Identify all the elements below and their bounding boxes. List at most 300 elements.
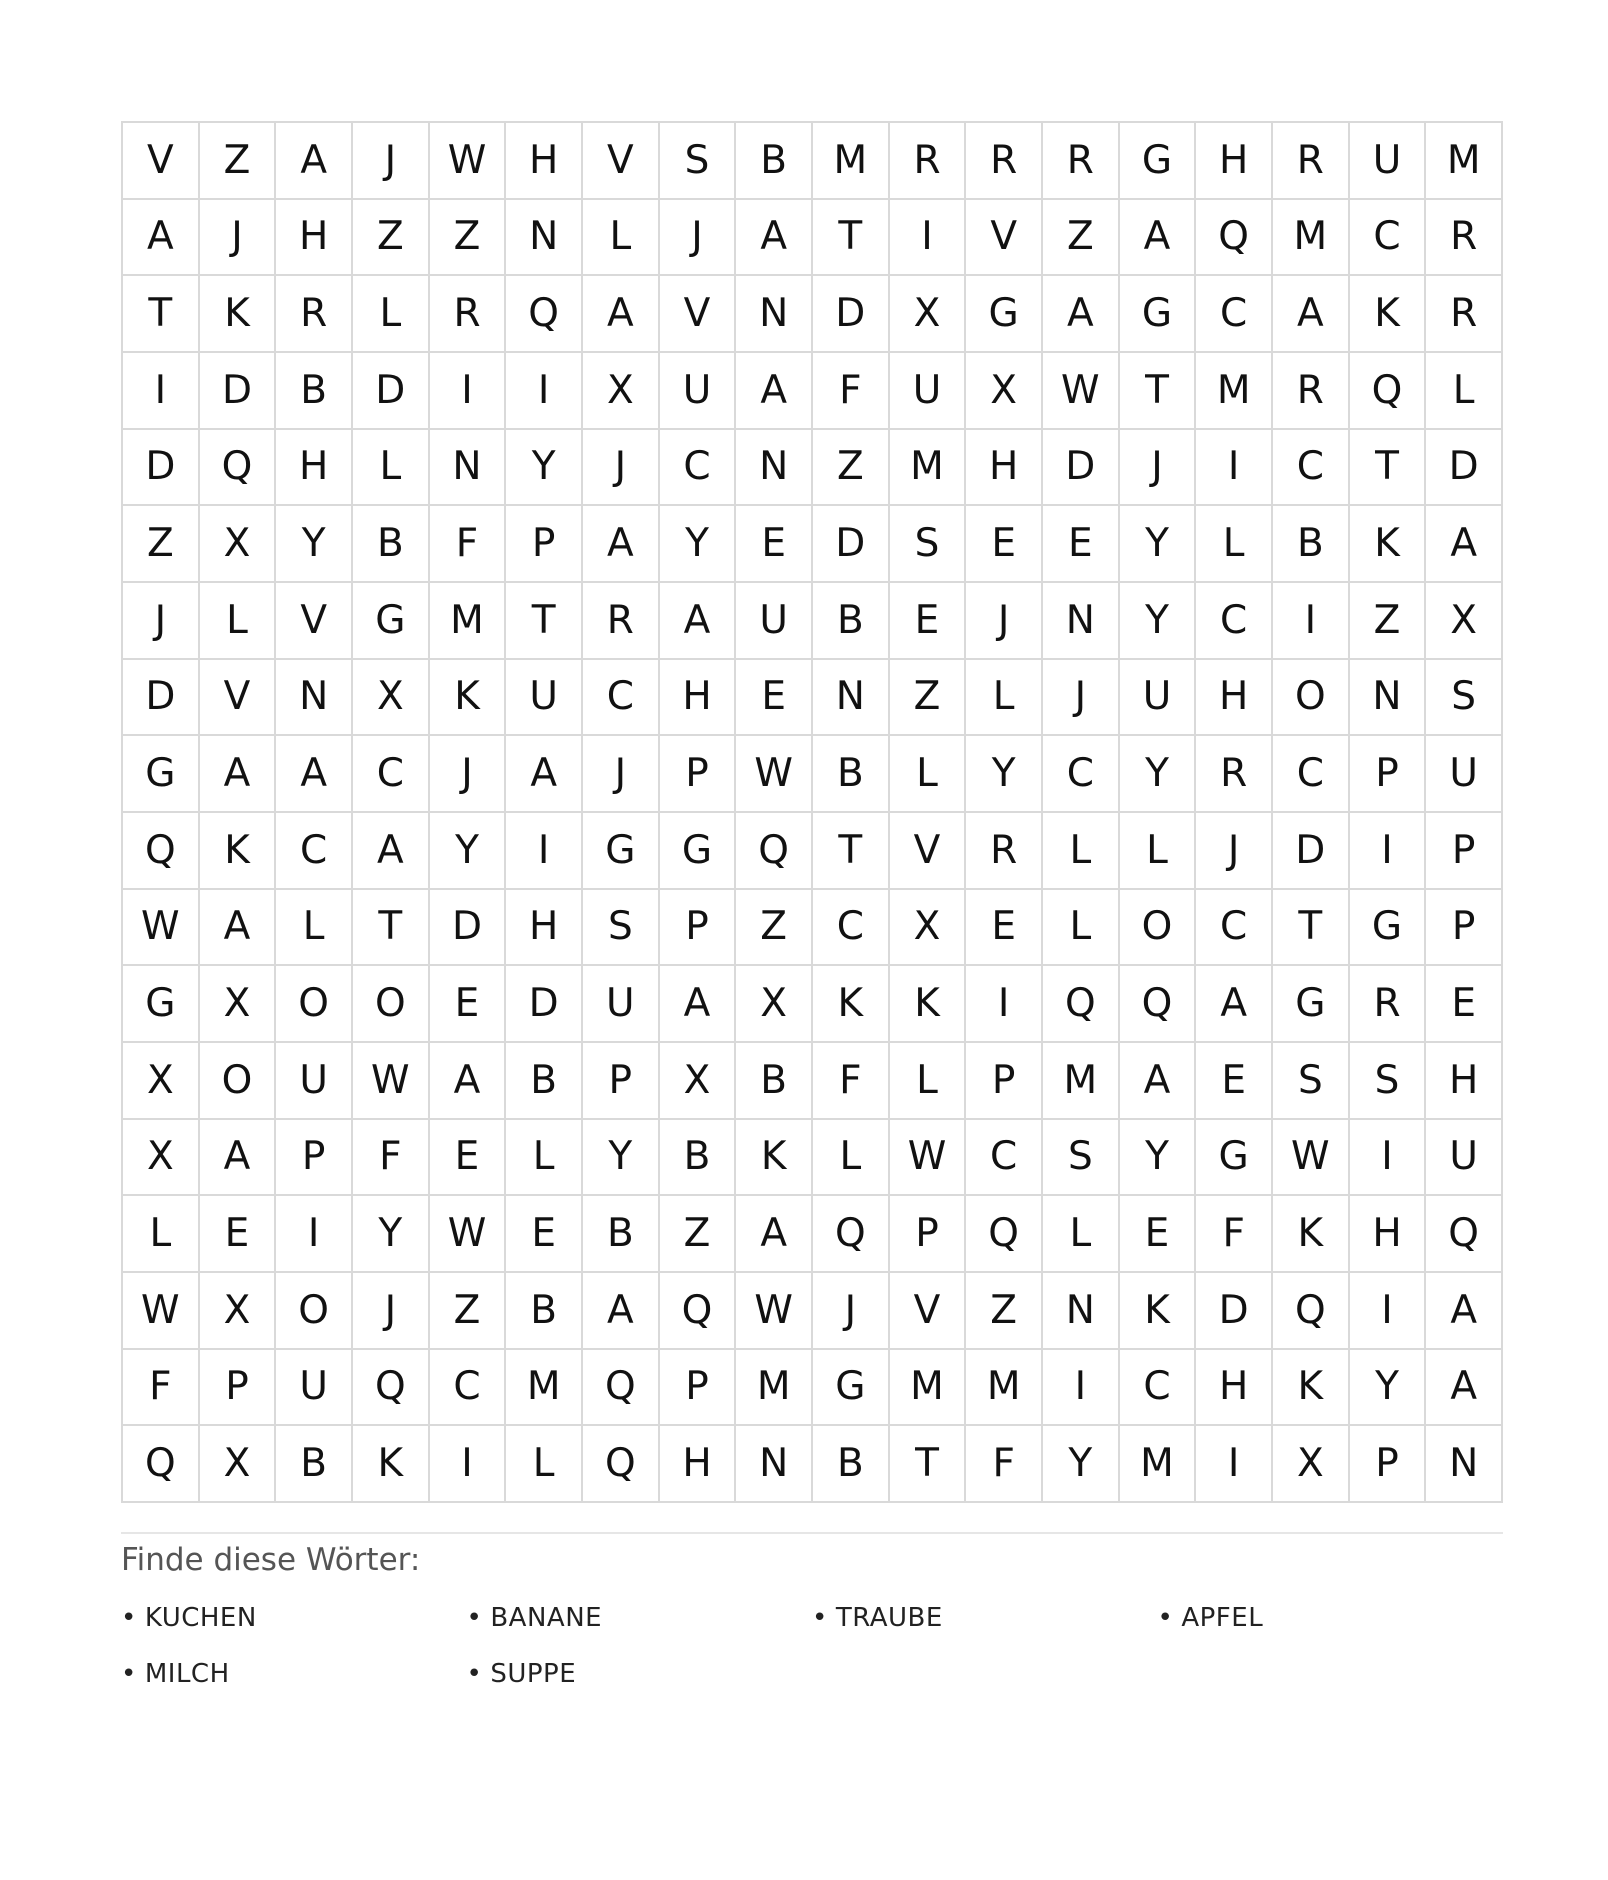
grid-cell[interactable]: Y bbox=[506, 430, 583, 507]
grid-cell[interactable]: E bbox=[966, 506, 1043, 583]
grid-cell[interactable]: A bbox=[430, 1043, 507, 1120]
grid-cell[interactable]: I bbox=[966, 966, 1043, 1043]
grid-cell[interactable]: A bbox=[123, 200, 200, 277]
grid-cell[interactable]: G bbox=[123, 966, 200, 1043]
grid-cell[interactable]: U bbox=[1120, 660, 1197, 737]
grid-cell[interactable]: U bbox=[1426, 1120, 1503, 1197]
grid-cell[interactable]: E bbox=[736, 660, 813, 737]
grid-cell[interactable]: I bbox=[1196, 430, 1273, 507]
grid-cell[interactable]: C bbox=[430, 1350, 507, 1427]
grid-cell[interactable]: M bbox=[1120, 1426, 1197, 1503]
grid-cell[interactable]: A bbox=[736, 1196, 813, 1273]
grid-cell[interactable]: H bbox=[506, 123, 583, 200]
grid-cell[interactable]: P bbox=[1350, 736, 1427, 813]
grid-cell[interactable]: O bbox=[276, 966, 353, 1043]
grid-cell[interactable]: I bbox=[430, 1426, 507, 1503]
grid-cell[interactable]: Q bbox=[123, 1426, 200, 1503]
grid-cell[interactable]: Q bbox=[660, 1273, 737, 1350]
grid-cell[interactable]: M bbox=[1043, 1043, 1120, 1120]
grid-cell[interactable]: Q bbox=[353, 1350, 430, 1427]
grid-cell[interactable]: Q bbox=[1426, 1196, 1503, 1273]
grid-cell[interactable]: E bbox=[890, 583, 967, 660]
grid-cell[interactable]: F bbox=[966, 1426, 1043, 1503]
grid-cell[interactable]: X bbox=[353, 660, 430, 737]
grid-cell[interactable]: T bbox=[1120, 353, 1197, 430]
grid-cell[interactable]: W bbox=[736, 736, 813, 813]
grid-cell[interactable]: N bbox=[1043, 583, 1120, 660]
grid-cell[interactable]: E bbox=[1196, 1043, 1273, 1120]
grid-cell[interactable]: R bbox=[276, 276, 353, 353]
grid-cell[interactable]: H bbox=[506, 890, 583, 967]
grid-cell[interactable]: G bbox=[1120, 276, 1197, 353]
grid-cell[interactable]: L bbox=[1196, 506, 1273, 583]
grid-cell[interactable]: J bbox=[660, 200, 737, 277]
grid-cell[interactable]: G bbox=[660, 813, 737, 890]
grid-cell[interactable]: Y bbox=[1043, 1426, 1120, 1503]
grid-cell[interactable]: I bbox=[506, 353, 583, 430]
grid-cell[interactable]: N bbox=[1350, 660, 1427, 737]
grid-cell[interactable]: K bbox=[200, 813, 277, 890]
grid-cell[interactable]: N bbox=[276, 660, 353, 737]
grid-cell[interactable]: A bbox=[583, 1273, 660, 1350]
grid-cell[interactable]: D bbox=[1196, 1273, 1273, 1350]
grid-cell[interactable]: L bbox=[813, 1120, 890, 1197]
grid-cell[interactable]: S bbox=[1043, 1120, 1120, 1197]
grid-cell[interactable]: C bbox=[1350, 200, 1427, 277]
grid-cell[interactable]: R bbox=[966, 813, 1043, 890]
grid-cell[interactable]: T bbox=[1350, 430, 1427, 507]
grid-cell[interactable]: X bbox=[200, 966, 277, 1043]
grid-cell[interactable]: U bbox=[890, 353, 967, 430]
grid-cell[interactable]: N bbox=[430, 430, 507, 507]
grid-cell[interactable]: L bbox=[890, 1043, 967, 1120]
grid-cell[interactable]: L bbox=[506, 1426, 583, 1503]
grid-cell[interactable]: C bbox=[1273, 736, 1350, 813]
grid-cell[interactable]: D bbox=[353, 353, 430, 430]
grid-cell[interactable]: T bbox=[813, 813, 890, 890]
grid-cell[interactable]: J bbox=[583, 430, 660, 507]
grid-cell[interactable]: Z bbox=[890, 660, 967, 737]
grid-cell[interactable]: M bbox=[506, 1350, 583, 1427]
grid-cell[interactable]: Q bbox=[1043, 966, 1120, 1043]
grid-cell[interactable]: X bbox=[200, 506, 277, 583]
grid-cell[interactable]: R bbox=[1273, 353, 1350, 430]
grid-cell[interactable]: S bbox=[660, 123, 737, 200]
grid-cell[interactable]: B bbox=[276, 1426, 353, 1503]
grid-cell[interactable]: J bbox=[123, 583, 200, 660]
grid-cell[interactable]: W bbox=[1043, 353, 1120, 430]
grid-cell[interactable]: Q bbox=[736, 813, 813, 890]
grid-cell[interactable]: D bbox=[123, 430, 200, 507]
grid-cell[interactable]: H bbox=[1426, 1043, 1503, 1120]
grid-cell[interactable]: Z bbox=[353, 200, 430, 277]
grid-cell[interactable]: A bbox=[276, 736, 353, 813]
grid-cell[interactable]: K bbox=[1120, 1273, 1197, 1350]
grid-cell[interactable]: O bbox=[200, 1043, 277, 1120]
grid-cell[interactable]: N bbox=[506, 200, 583, 277]
grid-cell[interactable]: S bbox=[1426, 660, 1503, 737]
grid-cell[interactable]: G bbox=[1273, 966, 1350, 1043]
grid-cell[interactable]: P bbox=[1426, 813, 1503, 890]
grid-cell[interactable]: B bbox=[506, 1043, 583, 1120]
grid-cell[interactable]: L bbox=[200, 583, 277, 660]
grid-cell[interactable]: Y bbox=[353, 1196, 430, 1273]
grid-cell[interactable]: D bbox=[430, 890, 507, 967]
grid-cell[interactable]: A bbox=[660, 583, 737, 660]
grid-cell[interactable]: L bbox=[966, 660, 1043, 737]
grid-cell[interactable]: C bbox=[1120, 1350, 1197, 1427]
grid-cell[interactable]: G bbox=[966, 276, 1043, 353]
grid-cell[interactable]: R bbox=[1426, 276, 1503, 353]
grid-cell[interactable]: P bbox=[660, 890, 737, 967]
grid-cell[interactable]: S bbox=[583, 890, 660, 967]
grid-cell[interactable]: T bbox=[123, 276, 200, 353]
grid-cell[interactable]: N bbox=[1043, 1273, 1120, 1350]
grid-cell[interactable]: C bbox=[1196, 276, 1273, 353]
grid-cell[interactable]: Q bbox=[1196, 200, 1273, 277]
grid-cell[interactable]: I bbox=[123, 353, 200, 430]
grid-cell[interactable]: I bbox=[1043, 1350, 1120, 1427]
grid-cell[interactable]: Q bbox=[966, 1196, 1043, 1273]
grid-cell[interactable]: I bbox=[1350, 1120, 1427, 1197]
grid-cell[interactable]: P bbox=[506, 506, 583, 583]
grid-cell[interactable]: Y bbox=[660, 506, 737, 583]
grid-cell[interactable]: D bbox=[1043, 430, 1120, 507]
grid-cell[interactable]: B bbox=[583, 1196, 660, 1273]
grid-cell[interactable]: U bbox=[1426, 736, 1503, 813]
grid-cell[interactable]: T bbox=[506, 583, 583, 660]
grid-cell[interactable]: T bbox=[890, 1426, 967, 1503]
grid-cell[interactable]: Q bbox=[123, 813, 200, 890]
grid-cell[interactable]: F bbox=[430, 506, 507, 583]
grid-cell[interactable]: L bbox=[1426, 353, 1503, 430]
grid-cell[interactable]: Z bbox=[123, 506, 200, 583]
grid-cell[interactable]: G bbox=[583, 813, 660, 890]
grid-cell[interactable]: A bbox=[660, 966, 737, 1043]
grid-cell[interactable]: C bbox=[276, 813, 353, 890]
grid-cell[interactable]: A bbox=[583, 276, 660, 353]
grid-cell[interactable]: J bbox=[813, 1273, 890, 1350]
grid-cell[interactable]: H bbox=[966, 430, 1043, 507]
grid-cell[interactable]: Q bbox=[1273, 1273, 1350, 1350]
grid-cell[interactable]: U bbox=[276, 1350, 353, 1427]
grid-cell[interactable]: Y bbox=[1120, 736, 1197, 813]
grid-cell[interactable]: A bbox=[1196, 966, 1273, 1043]
grid-cell[interactable]: G bbox=[1196, 1120, 1273, 1197]
grid-cell[interactable]: M bbox=[890, 1350, 967, 1427]
grid-cell[interactable]: L bbox=[1043, 1196, 1120, 1273]
grid-cell[interactable]: X bbox=[583, 353, 660, 430]
grid-cell[interactable]: M bbox=[813, 123, 890, 200]
grid-cell[interactable]: B bbox=[660, 1120, 737, 1197]
grid-cell[interactable]: R bbox=[1426, 200, 1503, 277]
grid-cell[interactable]: I bbox=[506, 813, 583, 890]
grid-cell[interactable]: E bbox=[430, 966, 507, 1043]
grid-cell[interactable]: B bbox=[736, 123, 813, 200]
grid-cell[interactable]: G bbox=[1120, 123, 1197, 200]
grid-cell[interactable]: E bbox=[200, 1196, 277, 1273]
grid-cell[interactable]: Y bbox=[1350, 1350, 1427, 1427]
grid-cell[interactable]: P bbox=[660, 736, 737, 813]
grid-cell[interactable]: K bbox=[200, 276, 277, 353]
grid-cell[interactable]: B bbox=[1273, 506, 1350, 583]
grid-cell[interactable]: L bbox=[353, 276, 430, 353]
grid-cell[interactable]: N bbox=[1426, 1426, 1503, 1503]
grid-cell[interactable]: W bbox=[430, 123, 507, 200]
grid-cell[interactable]: O bbox=[276, 1273, 353, 1350]
grid-cell[interactable]: L bbox=[583, 200, 660, 277]
grid-cell[interactable]: F bbox=[813, 1043, 890, 1120]
grid-cell[interactable]: L bbox=[1043, 813, 1120, 890]
grid-cell[interactable]: P bbox=[1350, 1426, 1427, 1503]
grid-cell[interactable]: Z bbox=[736, 890, 813, 967]
grid-cell[interactable]: F bbox=[353, 1120, 430, 1197]
grid-cell[interactable]: H bbox=[1350, 1196, 1427, 1273]
grid-cell[interactable]: Z bbox=[430, 200, 507, 277]
grid-cell[interactable]: K bbox=[813, 966, 890, 1043]
grid-cell[interactable]: C bbox=[660, 430, 737, 507]
grid-cell[interactable]: J bbox=[1120, 430, 1197, 507]
grid-cell[interactable]: A bbox=[1426, 1273, 1503, 1350]
grid-cell[interactable]: I bbox=[1350, 1273, 1427, 1350]
grid-cell[interactable]: B bbox=[276, 353, 353, 430]
grid-cell[interactable]: K bbox=[890, 966, 967, 1043]
grid-cell[interactable]: N bbox=[813, 660, 890, 737]
grid-cell[interactable]: L bbox=[276, 890, 353, 967]
grid-cell[interactable]: R bbox=[966, 123, 1043, 200]
grid-cell[interactable]: Q bbox=[583, 1426, 660, 1503]
grid-cell[interactable]: Y bbox=[1120, 1120, 1197, 1197]
grid-cell[interactable]: K bbox=[353, 1426, 430, 1503]
grid-cell[interactable]: Q bbox=[200, 430, 277, 507]
grid-cell[interactable]: P bbox=[1426, 890, 1503, 967]
grid-cell[interactable]: V bbox=[583, 123, 660, 200]
grid-cell[interactable]: B bbox=[813, 1426, 890, 1503]
grid-cell[interactable]: V bbox=[276, 583, 353, 660]
grid-cell[interactable]: E bbox=[1043, 506, 1120, 583]
grid-cell[interactable]: U bbox=[583, 966, 660, 1043]
grid-cell[interactable]: Q bbox=[813, 1196, 890, 1273]
grid-cell[interactable]: C bbox=[583, 660, 660, 737]
grid-cell[interactable]: D bbox=[506, 966, 583, 1043]
grid-cell[interactable]: K bbox=[1273, 1350, 1350, 1427]
grid-cell[interactable]: Y bbox=[430, 813, 507, 890]
grid-cell[interactable]: J bbox=[200, 200, 277, 277]
grid-cell[interactable]: N bbox=[736, 276, 813, 353]
grid-cell[interactable]: G bbox=[353, 583, 430, 660]
grid-cell[interactable]: X bbox=[123, 1043, 200, 1120]
grid-cell[interactable]: A bbox=[276, 123, 353, 200]
grid-cell[interactable]: S bbox=[1273, 1043, 1350, 1120]
grid-cell[interactable]: H bbox=[276, 200, 353, 277]
grid-cell[interactable]: V bbox=[890, 1273, 967, 1350]
grid-cell[interactable]: K bbox=[1273, 1196, 1350, 1273]
grid-cell[interactable]: X bbox=[1426, 583, 1503, 660]
grid-cell[interactable]: P bbox=[276, 1120, 353, 1197]
grid-cell[interactable]: A bbox=[736, 200, 813, 277]
grid-cell[interactable]: K bbox=[430, 660, 507, 737]
grid-cell[interactable]: F bbox=[813, 353, 890, 430]
grid-cell[interactable]: E bbox=[506, 1196, 583, 1273]
grid-cell[interactable]: Y bbox=[1120, 506, 1197, 583]
grid-cell[interactable]: A bbox=[583, 506, 660, 583]
grid-cell[interactable]: Z bbox=[430, 1273, 507, 1350]
grid-cell[interactable]: L bbox=[353, 430, 430, 507]
grid-cell[interactable]: X bbox=[123, 1120, 200, 1197]
grid-cell[interactable]: P bbox=[890, 1196, 967, 1273]
grid-cell[interactable]: Z bbox=[813, 430, 890, 507]
grid-cell[interactable]: C bbox=[1273, 430, 1350, 507]
grid-cell[interactable]: X bbox=[736, 966, 813, 1043]
grid-cell[interactable]: H bbox=[660, 660, 737, 737]
grid-cell[interactable]: C bbox=[1043, 736, 1120, 813]
grid-cell[interactable]: E bbox=[1120, 1196, 1197, 1273]
grid-cell[interactable]: I bbox=[1350, 813, 1427, 890]
grid-cell[interactable]: J bbox=[583, 736, 660, 813]
grid-cell[interactable]: A bbox=[506, 736, 583, 813]
grid-cell[interactable]: C bbox=[966, 1120, 1043, 1197]
grid-cell[interactable]: A bbox=[736, 353, 813, 430]
grid-cell[interactable]: X bbox=[200, 1273, 277, 1350]
grid-cell[interactable]: Q bbox=[1350, 353, 1427, 430]
grid-cell[interactable]: T bbox=[813, 200, 890, 277]
grid-cell[interactable]: J bbox=[1043, 660, 1120, 737]
grid-cell[interactable]: W bbox=[736, 1273, 813, 1350]
grid-cell[interactable]: M bbox=[890, 430, 967, 507]
grid-cell[interactable]: L bbox=[890, 736, 967, 813]
grid-cell[interactable]: R bbox=[1043, 123, 1120, 200]
grid-cell[interactable]: F bbox=[1196, 1196, 1273, 1273]
grid-cell[interactable]: L bbox=[506, 1120, 583, 1197]
grid-cell[interactable]: E bbox=[966, 890, 1043, 967]
grid-cell[interactable]: X bbox=[660, 1043, 737, 1120]
grid-cell[interactable]: Z bbox=[200, 123, 277, 200]
grid-cell[interactable]: E bbox=[430, 1120, 507, 1197]
grid-cell[interactable]: L bbox=[1043, 890, 1120, 967]
grid-cell[interactable]: Q bbox=[1120, 966, 1197, 1043]
grid-cell[interactable]: P bbox=[966, 1043, 1043, 1120]
grid-cell[interactable]: Z bbox=[966, 1273, 1043, 1350]
grid-cell[interactable]: A bbox=[353, 813, 430, 890]
grid-cell[interactable]: X bbox=[200, 1426, 277, 1503]
grid-cell[interactable]: U bbox=[1350, 123, 1427, 200]
grid-cell[interactable]: D bbox=[813, 506, 890, 583]
grid-cell[interactable]: B bbox=[813, 583, 890, 660]
grid-cell[interactable]: I bbox=[276, 1196, 353, 1273]
grid-cell[interactable]: R bbox=[430, 276, 507, 353]
grid-cell[interactable]: M bbox=[1426, 123, 1503, 200]
grid-cell[interactable]: K bbox=[736, 1120, 813, 1197]
grid-cell[interactable]: X bbox=[1273, 1426, 1350, 1503]
grid-cell[interactable]: W bbox=[1273, 1120, 1350, 1197]
grid-cell[interactable]: G bbox=[123, 736, 200, 813]
grid-cell[interactable]: G bbox=[1350, 890, 1427, 967]
grid-cell[interactable]: N bbox=[736, 1426, 813, 1503]
grid-cell[interactable]: X bbox=[890, 276, 967, 353]
grid-cell[interactable]: B bbox=[353, 506, 430, 583]
grid-cell[interactable]: H bbox=[1196, 123, 1273, 200]
grid-cell[interactable]: C bbox=[813, 890, 890, 967]
grid-cell[interactable]: B bbox=[813, 736, 890, 813]
grid-cell[interactable]: H bbox=[276, 430, 353, 507]
grid-cell[interactable]: I bbox=[1273, 583, 1350, 660]
grid-cell[interactable]: F bbox=[123, 1350, 200, 1427]
grid-cell[interactable]: U bbox=[736, 583, 813, 660]
grid-cell[interactable]: D bbox=[1426, 430, 1503, 507]
grid-cell[interactable]: A bbox=[1120, 200, 1197, 277]
grid-cell[interactable]: K bbox=[1350, 506, 1427, 583]
grid-cell[interactable]: O bbox=[1273, 660, 1350, 737]
grid-cell[interactable]: M bbox=[736, 1350, 813, 1427]
grid-cell[interactable]: W bbox=[890, 1120, 967, 1197]
grid-cell[interactable]: V bbox=[660, 276, 737, 353]
grid-cell[interactable]: U bbox=[506, 660, 583, 737]
grid-cell[interactable]: W bbox=[123, 890, 200, 967]
grid-cell[interactable]: C bbox=[1196, 583, 1273, 660]
grid-cell[interactable]: H bbox=[1196, 660, 1273, 737]
grid-cell[interactable]: S bbox=[1350, 1043, 1427, 1120]
grid-cell[interactable]: A bbox=[1120, 1043, 1197, 1120]
grid-cell[interactable]: X bbox=[890, 890, 967, 967]
grid-cell[interactable]: A bbox=[200, 890, 277, 967]
grid-cell[interactable]: A bbox=[1426, 1350, 1503, 1427]
grid-cell[interactable]: D bbox=[813, 276, 890, 353]
grid-cell[interactable]: Y bbox=[583, 1120, 660, 1197]
grid-cell[interactable]: N bbox=[736, 430, 813, 507]
grid-cell[interactable]: R bbox=[890, 123, 967, 200]
grid-cell[interactable]: P bbox=[660, 1350, 737, 1427]
grid-cell[interactable]: W bbox=[123, 1273, 200, 1350]
grid-cell[interactable]: M bbox=[430, 583, 507, 660]
grid-cell[interactable]: R bbox=[583, 583, 660, 660]
grid-cell[interactable]: O bbox=[353, 966, 430, 1043]
grid-cell[interactable]: J bbox=[430, 736, 507, 813]
grid-cell[interactable]: K bbox=[1350, 276, 1427, 353]
grid-cell[interactable]: V bbox=[966, 200, 1043, 277]
grid-cell[interactable]: I bbox=[1196, 1426, 1273, 1503]
grid-cell[interactable]: G bbox=[813, 1350, 890, 1427]
grid-cell[interactable]: Y bbox=[276, 506, 353, 583]
grid-cell[interactable]: Q bbox=[506, 276, 583, 353]
grid-cell[interactable]: M bbox=[1273, 200, 1350, 277]
grid-cell[interactable]: E bbox=[736, 506, 813, 583]
grid-cell[interactable]: C bbox=[1196, 890, 1273, 967]
grid-cell[interactable]: Z bbox=[1043, 200, 1120, 277]
grid-cell[interactable]: O bbox=[1120, 890, 1197, 967]
grid-cell[interactable]: R bbox=[1350, 966, 1427, 1043]
grid-cell[interactable]: V bbox=[123, 123, 200, 200]
grid-cell[interactable]: Z bbox=[660, 1196, 737, 1273]
grid-cell[interactable]: A bbox=[1426, 506, 1503, 583]
grid-cell[interactable]: W bbox=[353, 1043, 430, 1120]
grid-cell[interactable]: J bbox=[1196, 813, 1273, 890]
grid-cell[interactable]: I bbox=[430, 353, 507, 430]
grid-cell[interactable]: M bbox=[1196, 353, 1273, 430]
grid-cell[interactable]: A bbox=[1273, 276, 1350, 353]
grid-cell[interactable]: Z bbox=[1350, 583, 1427, 660]
grid-cell[interactable]: D bbox=[123, 660, 200, 737]
grid-cell[interactable]: Y bbox=[966, 736, 1043, 813]
grid-cell[interactable]: L bbox=[1120, 813, 1197, 890]
grid-cell[interactable]: X bbox=[966, 353, 1043, 430]
grid-cell[interactable]: T bbox=[1273, 890, 1350, 967]
grid-cell[interactable]: Q bbox=[583, 1350, 660, 1427]
grid-cell[interactable]: S bbox=[890, 506, 967, 583]
grid-cell[interactable]: B bbox=[736, 1043, 813, 1120]
grid-cell[interactable]: B bbox=[506, 1273, 583, 1350]
grid-cell[interactable]: U bbox=[276, 1043, 353, 1120]
grid-cell[interactable]: M bbox=[966, 1350, 1043, 1427]
